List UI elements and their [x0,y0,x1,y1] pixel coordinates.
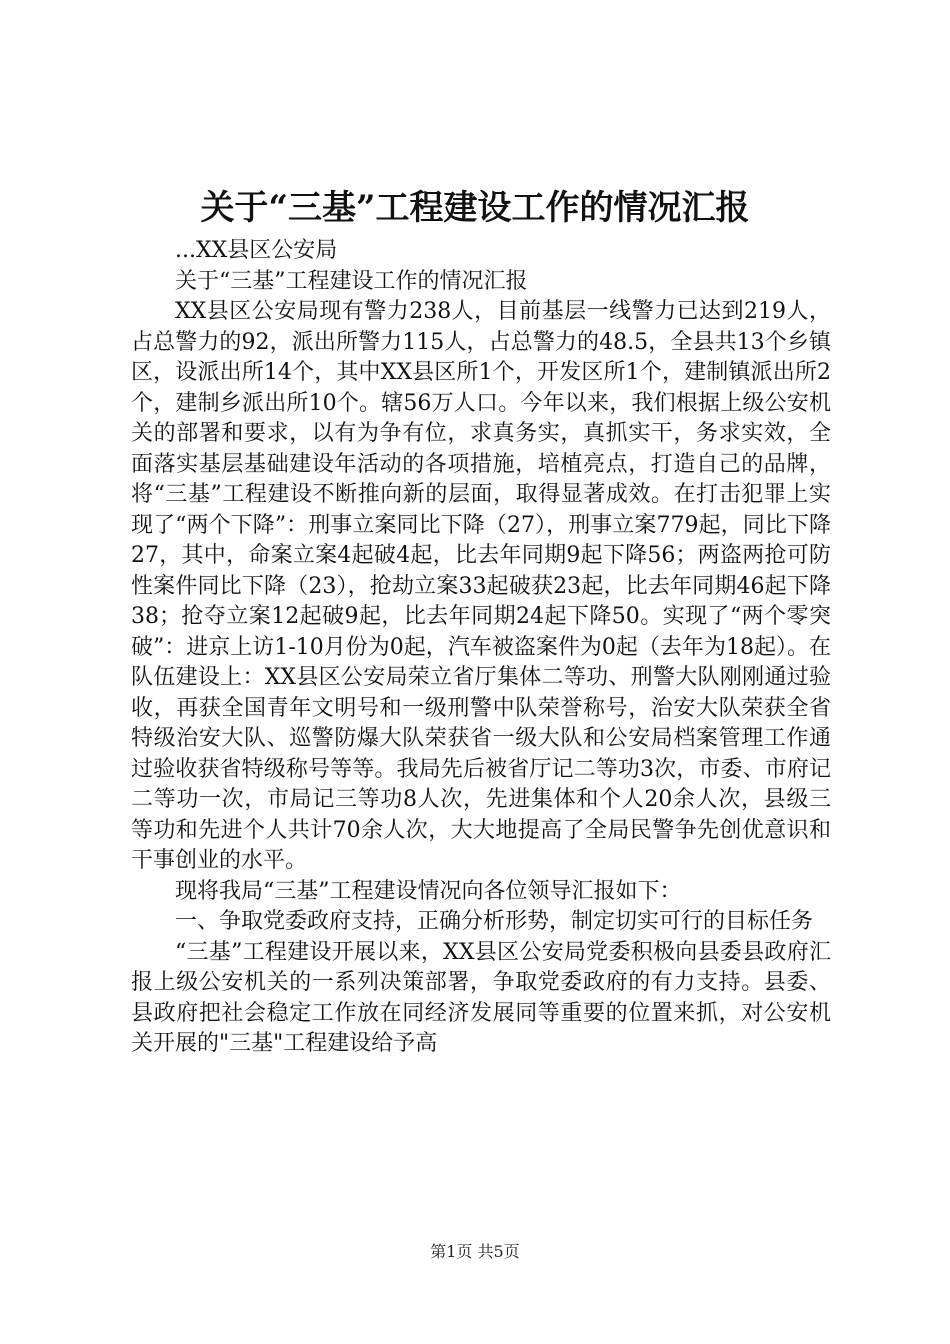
paragraph-overview: XX县区公安局现有警力238人，目前基层一线警力已达到219人，占总警力的92，派出所警力115人，占总警力的48.5，全县共13个乡镇区，设派出所14个，其中XX县区所1个，开发区所1个，建制镇派出所2个，建制乡派出所10个。辖56万人口。今年以来，我们根据上级公安机关的部署和要求，以有为争有位，求真务实，真抓实干，务求实效，全面落实基层基础建设年活动的各项措施，培植亮点，打造自己的品牌，将“三基”工程建设不断推向新的层面，取得显著成效。在打击犯罪上实现了“两个下降”：刑事立案同比下降（27），刑事立案779起，同比下降27，其中，命案立案4起破4起，比去年同期9起下降56；两盗两抢可防性案件同比下降（23），抢劫立案33起破获23起，比去年同期46起下降38；抢夺立案12起破9起，比去年同期24起下降50。实现了“两个零突破”：进京上访1-10月份为0起，汽车被盗案件为0起（去年为18起）。在队伍建设上：XX县区公安局荣立省厅集体二等功、刑警大队刚刚通过验收，再获全国青年文明号和一级刑警中队荣誉称号，治安大队荣获全省特级治安大队、巡警防爆大队荣获省一级大队和公安局档案管理工作通过验收获省特级称号等等。我局先后被省厅记二等功3次，市委、市府记二等功一次，市局记三等功8人次，先进集体和个人20余人次，县级三等功和先进个人共计70余人次，大大地提高了全局民警争先创优意识和干事创业的水平。 [131,299,831,873]
paragraph-issuer: ...XX县区公安局 [175,238,338,263]
paragraph-subtitle: 关于“三基”工程建设工作的情况汇报 [175,268,528,294]
document-body [131,236,831,1060]
page-number-footer: 第1页 共5页 [430,1242,520,1261]
paragraph-section-1: “三基”工程建设开展以来，XX县区公安局党委积极向县委县政府汇报上级公安机关的一系列决策部署，争取党委政府的有力支持。县委、县政府把社会稳定工作放在同经济发展同等重要的位置来抓，对公安机关开展的"三基"工程建设给予高 [131,939,831,1056]
section-heading-1: 一、争取党委政府支持，正确分析形势，制定切实可行的目标任务 [175,909,814,934]
document-title: 关于“三基”工程建设工作的情况汇报 [200,188,750,228]
paragraph-intro: 现将我局“三基”工程建设情况向各位领导汇报如下： [175,878,682,904]
